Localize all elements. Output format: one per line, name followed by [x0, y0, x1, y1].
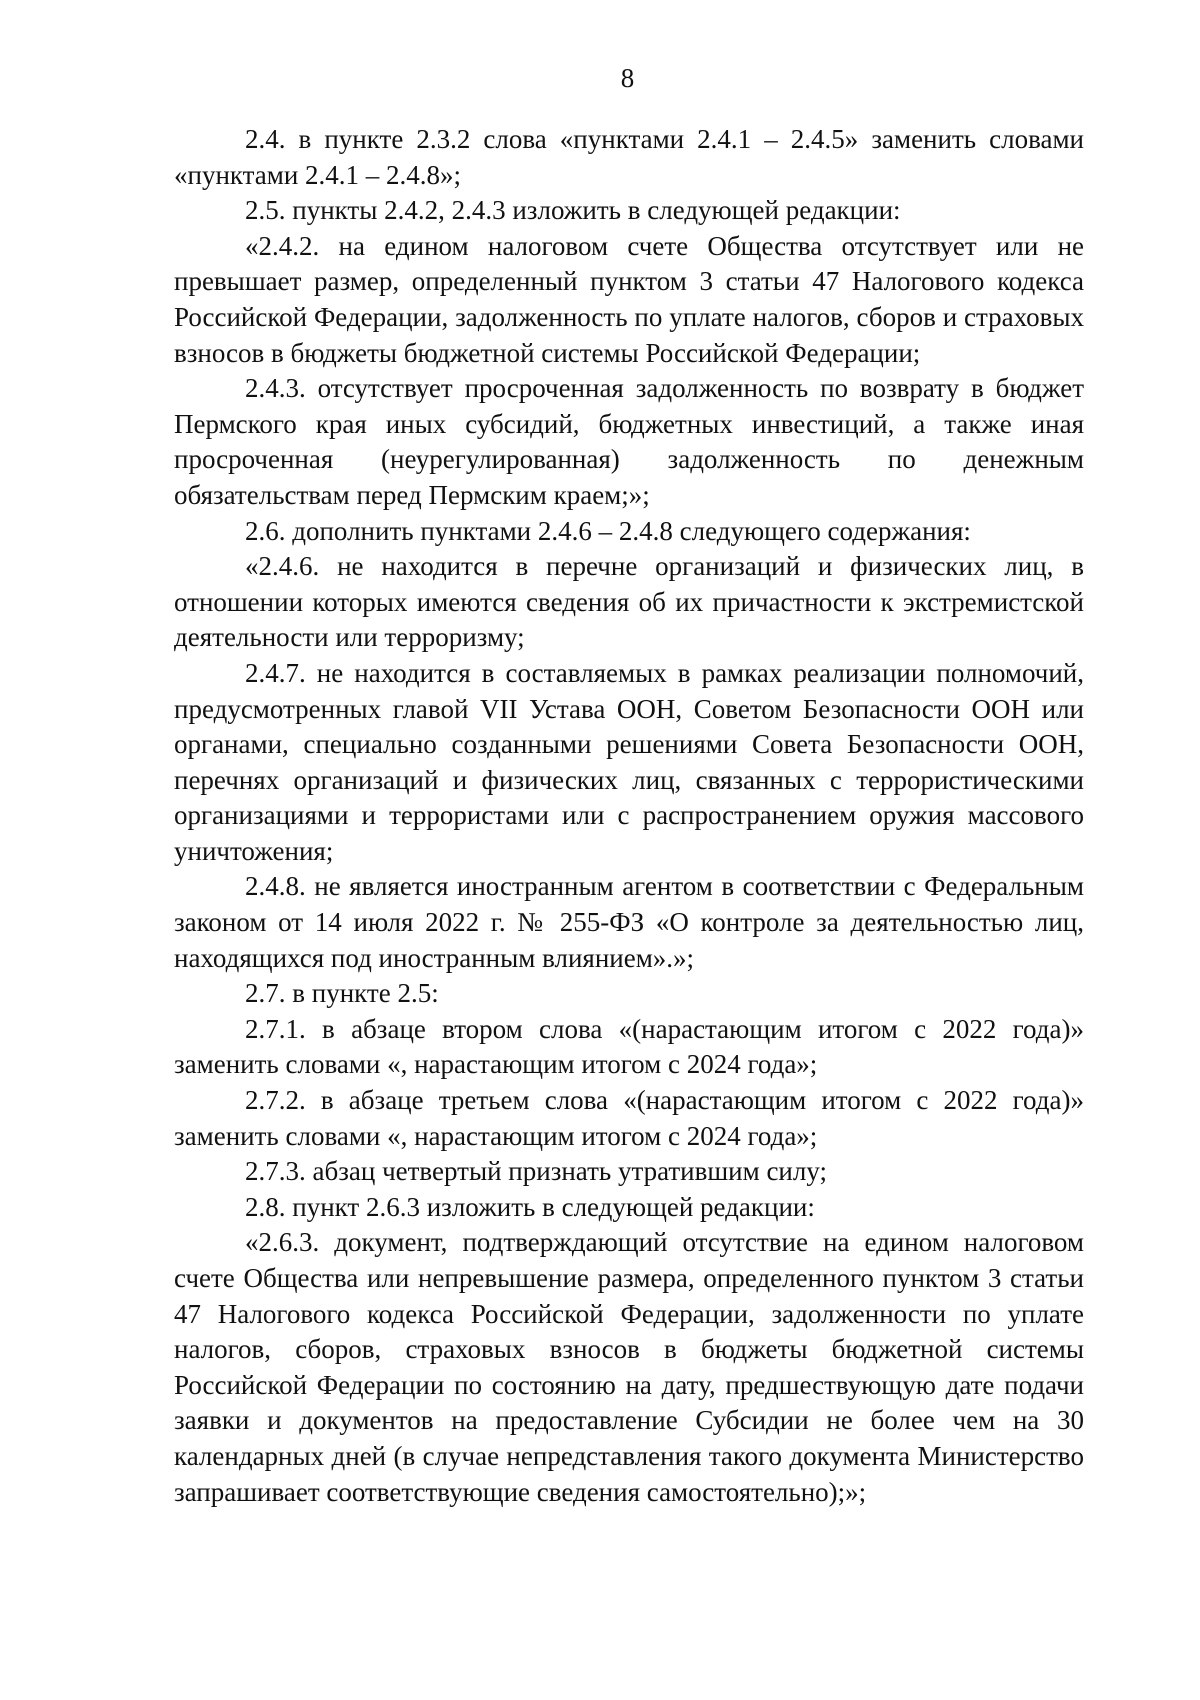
- paragraph-2-4-3: 2.4.3. отсутствует просроченная задолженность по возврату в бюджет Пермского края иных субсидий, бюджетных инвестиций, а также иная просроченная (неурегулированная) задолженность по денежным обязательствам перед Пермским краем;»;: [174, 373, 1084, 510]
- page-number: 8: [620, 63, 635, 93]
- paragraph-2-6: 2.6. дополнить пунктами 2.4.6 – 2.4.8 следующего содержания:: [245, 515, 971, 546]
- paragraph-2-6-3: «2.6.3. документ, подтверждающий отсутствие на едином налоговом счете Общества или непревышение размера, определенного пунктом 3 статьи 47 Налогового кодекса Российской Федерации, задолженности по уплате налогов, сборов, страховых взносов в бюджеты бюджетной системы Российской Федерации по состоянию на дату, предшествующую дате подачи заявки и документов на предоставление Субсидии не более чем на 30 календарных дней (в случае непредставления такого документа Министерство запрашивает соответствующие сведения самостоятельно);»;: [174, 1227, 1084, 1507]
- paragraph-2-5: 2.5. пункты 2.4.2, 2.4.3 изложить в следующей редакции:: [245, 195, 901, 226]
- paragraph-2-7-3: 2.7.3. абзац четвертый признать утратившим силу;: [245, 1156, 827, 1187]
- paragraph-2-7-1: 2.7.1. в абзаце втором слова «(нарастающим итогом с 2022 года)» заменить словами «, нарастающим итогом с 2024 года»;: [174, 1013, 1084, 1080]
- paragraph-2-4: 2.4. в пункте 2.3.2 слова «пунктами 2.4.1 – 2.4.5» заменить словами «пунктами 2.4.1 – 2.4.8»;: [174, 124, 1084, 190]
- paragraph-2-7: 2.7. в пункте 2.5:: [245, 978, 439, 1009]
- paragraph-2-4-7: 2.4.7. не находится в составляемых в рамках реализации полномочий, предусмотренных главой VII Устава ООН, Советом Безопасности ООН или органами, специально созданными решениями Совета Безопасности ООН, перечнях организаций и физических лиц, связанных с террористическими организациями и террористами или с распространением оружия массового уничтожения;: [174, 657, 1084, 866]
- paragraph-2-4-6: «2.4.6. не находится в перечне организаций и физических лиц, в отношении которых имеются сведения об их причастности к экстремистской деятельности или терроризму;: [174, 551, 1084, 653]
- paragraph-2-7-2: 2.7.2. в абзаце третьем слова «(нарастающим итогом с 2022 года)» заменить словами «, нарастающим итогом с 2024 года»;: [174, 1085, 1084, 1151]
- paragraph-2-4-8: 2.4.8. не является иностранным агентом в соответствии с Федеральным законом от 14 июля 2022 г. № 255-ФЗ «О контроле за деятельностью лиц, находящихся под иностранным влиянием».»;: [174, 871, 1084, 973]
- paragraph-2-8: 2.8. пункт 2.6.3 изложить в следующей редакции:: [245, 1191, 815, 1222]
- document-body: [174, 122, 1084, 1510]
- paragraph-2-4-2: «2.4.2. на едином налоговом счете Общества отсутствует или не превышает размер, определенный пунктом 3 статьи 47 Налогового кодекса Российской Федерации, задолженность по уплате налогов, сборов и страховых взносов в бюджеты бюджетной системы Российской Федерации;: [174, 230, 1084, 368]
